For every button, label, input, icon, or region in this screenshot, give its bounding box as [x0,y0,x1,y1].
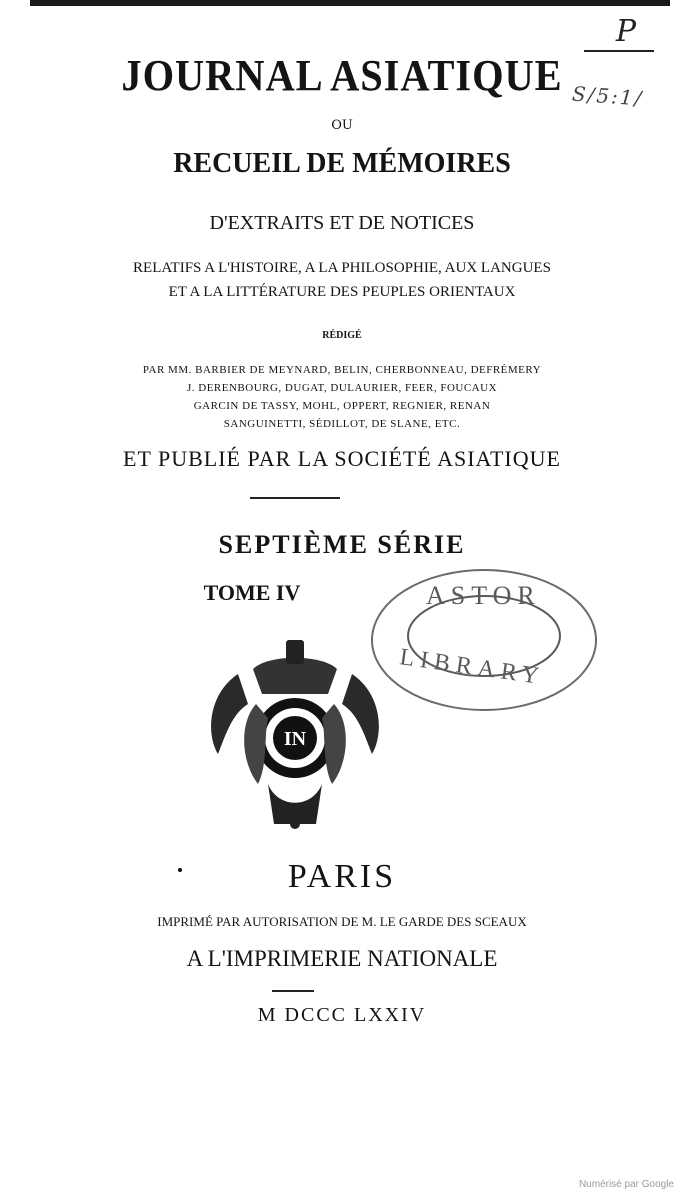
imprimerie-nationale-emblem [198,634,392,830]
printer: A L'IMPRIMERIE NATIONALE [186,946,498,971]
astor-library-stamp [368,566,600,714]
editors-line-3: GARCIN DE TASSY, MOHL, OPPERT, REGNIER, RENAN [193,400,491,412]
journal-title: JOURNAL ASIATIQUE [121,51,563,100]
editors-line-1: PAR MM. BARBIER DE MEYNARD, BELIN, CHERBONNEAU, DEFRÉMERY [142,364,542,376]
conjunction-ou: OU [331,118,353,133]
subtitle-2: D'EXTRAITS ET DE NOTICES [209,212,475,234]
subject-line-2: ET A LA LITTÉRATURE DES PEUPLES ORIENTAUX [168,284,516,300]
handwritten-note: S/5:1/ [571,81,645,111]
stamp-word-bottom: LIBRARY [398,644,547,691]
divider-1 [250,497,340,499]
editors-line-2: J. DERENBOURG, DUGAT, DULAURIER, FEER, FOUCAUX [186,382,498,394]
shelf-mark: P [615,14,636,49]
volume: TOME IV [203,580,301,605]
year: M DCCC LXXIV [257,1004,427,1026]
publisher-line: ET PUBLIÉ PAR LA SOCIÉTÉ ASIATIQUE [123,446,561,471]
subtitle: RECUEIL DE MÉMOIRES [173,148,511,179]
digitization-credit: Numérisé par Google [578,1179,674,1190]
divider-2 [272,990,314,992]
redige: RÉDIGÉ [322,330,362,341]
scan-top-edge [30,0,670,6]
subject-line-1: RELATIFS A L'HISTOIRE, A LA PHILOSOPHIE, AUX LANGUES [133,260,551,276]
authorization: IMPRIMÉ PAR AUTORISATION DE M. LE GARDE DES SCEAUX [157,914,527,929]
city: PARIS [287,858,397,895]
editors-line-4: SANGUINETTI, SÉDILLOT, DE SLANE, ETC. [223,418,461,430]
series: SEPTIÈME SÉRIE [218,530,466,559]
emblem-monogram: IN [283,728,307,750]
stamp-word-top: ASTOR [426,581,541,610]
